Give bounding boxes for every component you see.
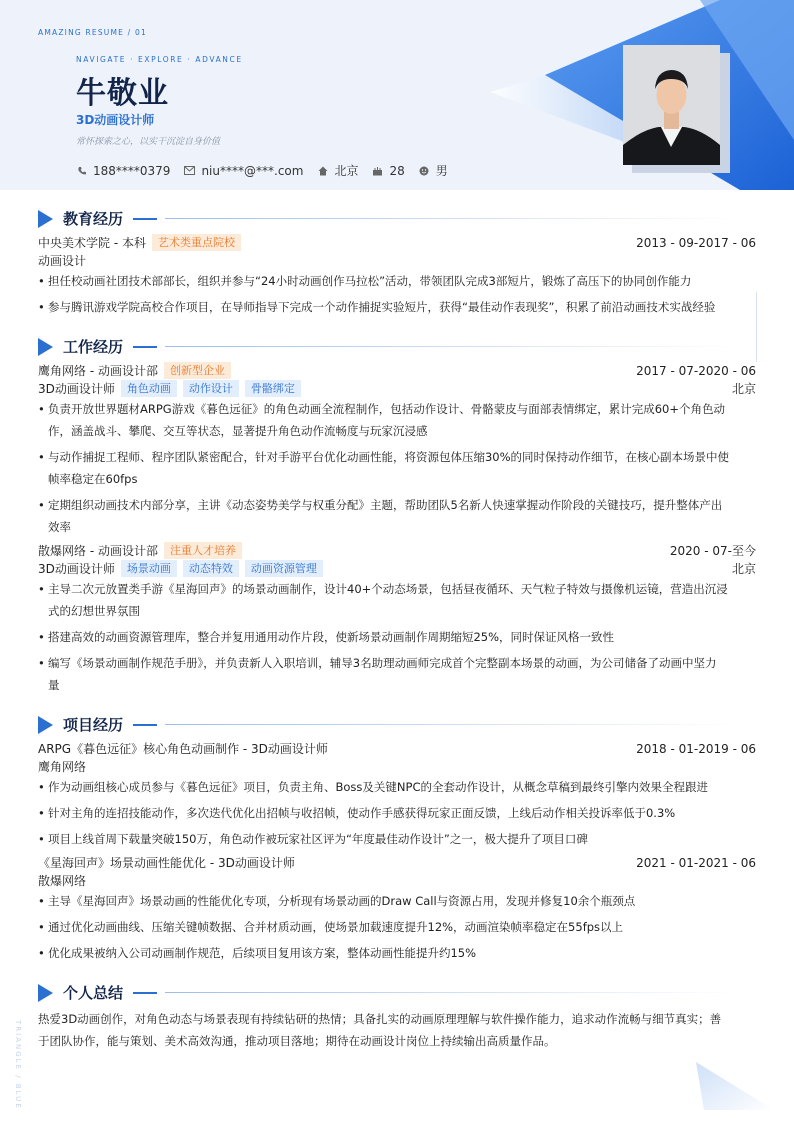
skill-tag: 骨骼绑定 [245, 380, 301, 397]
list-item: • 通过优化动画曲线、压缩关键帧数据、合并材质动画，使场景加载速度提升12%，动画渲染帧率稳定在55fps以上 [38, 916, 770, 938]
section-project [38, 714, 738, 735]
education-date: 2013 - 09-2017 - 06 [636, 235, 756, 250]
side-label: TRIANGLE / BLUE [14, 1020, 22, 1110]
company-name: 鹰角网络 - 动画设计部 [38, 364, 158, 378]
contact-phone: 188****0379 [76, 164, 170, 178]
face-icon [419, 165, 430, 176]
list-item: • 项目上线首周下载量突破150万，角色动作被玩家社区评为“年度最佳动作设计”之一，极大提升了项目口碑 [38, 828, 770, 850]
contact-age: 28 [372, 164, 404, 178]
summary-text: 热爱3D动画创作，对角色动态与场景表现有持续钻研的热情；具备扎实的动画原理理解与软件操作能力，追求动作流畅与细节真实；善 于团队协作，能与策划、美术高效沟通，推动项目落地；期待在动画设计岗位上持续输出高质量作品。 [38, 1012, 722, 1048]
list-item: • 主导《星海回声》场景动画的性能优化专项，分析现有场景动画的Draw Call与资源占用，发现并修复10余个瓶颈点 [38, 890, 770, 912]
mail-icon [184, 165, 195, 176]
section-title-summary: 个人总结 [63, 984, 124, 1002]
home-icon [317, 165, 328, 176]
education-header [38, 234, 756, 251]
work-header [38, 362, 756, 379]
skill-tag: 动态特效 [183, 560, 239, 577]
work-position [38, 560, 756, 577]
position-title: 3D动画设计师 [38, 562, 115, 576]
work-date: 2017 - 07-2020 - 06 [636, 363, 756, 378]
project-title: 《星海回声》场景动画性能优化 - 3D动画设计师 [38, 856, 295, 870]
list-item: • 主导二次元放置类手游《星海回声》的场景动画制作，设计40+个动态场景，包括昼夜循环、天气粒子特效与摄像机运镜，营造出沉浸 式的幻想世界氛围 [38, 578, 770, 622]
project-title: ARPG《暮色远征》核心角色动画制作 - 3D动画设计师 [38, 742, 328, 756]
skill-tag: 场景动画 [121, 560, 177, 577]
brand-label: AMAZING RESUME / 01 [38, 28, 147, 37]
skill-tag: 动作设计 [183, 380, 239, 397]
triangle-icon [38, 210, 53, 228]
decorative-corner-triangle [694, 1062, 794, 1122]
work-header [38, 542, 756, 559]
list-item: • 针对主角的连招技能动作，多次迭代优化出招帧与收招帧，使动作手感获得玩家正面反馈，上线后动作相关投诉率低于0.3% [38, 802, 770, 824]
list-item: • 编写《场景动画制作规范手册》，并负责新人入职培训，辅导3名助理动画师完成首个完整副本场景的动画，为公司储备了动画中坚力 量 [38, 652, 770, 696]
list-item: • 与动作捕捉工程师、程序团队紧密配合，针对手游平台优化动画性能，将资源包体压缩30%的同时保持动作细节，在核心副本场景中使 帧率稳定在60fps [38, 446, 770, 490]
section-title-education: 教育经历 [63, 210, 124, 228]
major: 动画设计 [38, 254, 87, 268]
profile-photo [623, 45, 720, 165]
list-item: • 作为动画组核心成员参与《暮色远征》项目，负责主角、Boss及关键NPC的全套动作设计，从概念草稿到最终引擎内效果全程跟进 [38, 776, 770, 798]
divider [756, 292, 757, 362]
contact-email: niu****@***.com [184, 164, 303, 178]
work-date: 2020 - 07-至今 [669, 544, 756, 558]
position-title: 3D动画设计师 [38, 382, 115, 396]
list-item: • 优化成果被纳入公司动画制作规范，后续项目复用该方案，整体动画性能提升约15% [38, 942, 770, 964]
project-date: 2021 - 01-2021 - 06 [636, 855, 756, 870]
work-position [38, 380, 756, 397]
job-title: 3D动画设计师 [76, 113, 155, 127]
company-tag: 创新型企业 [164, 362, 231, 379]
project-header [38, 740, 756, 757]
contact-list [76, 162, 448, 179]
phone-icon [76, 165, 87, 176]
project-org: 散爆网络 [38, 874, 87, 888]
school-name: 中央美术学院 - 本科 [38, 236, 146, 250]
skill-tag: 角色动画 [121, 380, 177, 397]
triangle-icon [38, 338, 53, 356]
section-education [38, 208, 738, 229]
cake-icon [372, 165, 383, 176]
list-item: • 搭建高效的动画资源管理库，整合并复用通用动作片段，使新场景动画制作周期缩短25%，同时保证风格一致性 [38, 626, 770, 648]
work-city: 北京 [731, 562, 756, 576]
list-item: • 负责开放世界题材ARPG游戏《暮色远征》的角色动画全流程制作，包括动作设计、骨骼蒙皮与面部表情绑定，累计完成60+个角色动 作，涵盖战斗、攀爬、交互等状态，显著提升角色动作流畅度与玩家沉浸感 [38, 398, 770, 442]
section-work [38, 336, 738, 357]
list-item: • 担任校动画社团技术部部长，组织并参与“24小时动画创作马拉松”活动，带领团队完成3部短片，锻炼了高压下的协同创作能力 [38, 270, 770, 292]
triangle-icon [38, 716, 53, 734]
contact-city: 北京 [317, 162, 358, 179]
section-title-project: 项目经历 [63, 716, 124, 734]
work-city: 北京 [731, 382, 756, 396]
tagline: NAVIGATE · EXPLORE · ADVANCE [76, 55, 243, 64]
section-summary [38, 982, 738, 1003]
school-tag: 艺术类重点院校 [152, 234, 241, 251]
list-item: • 参与腾讯游戏学院高校合作项目，在导师指导下完成一个动作捕捉实验短片，获得“最佳动作表现奖”，积累了前沿动画技术实战经验 [38, 296, 770, 318]
triangle-icon [38, 984, 53, 1002]
motto: 常怀探索之心，以实干沉淀自身价值 [76, 137, 221, 147]
project-date: 2018 - 01-2019 - 06 [636, 741, 756, 756]
company-tag: 注重人才培养 [164, 542, 242, 559]
project-header [38, 854, 756, 871]
skill-tag: 动画资源管理 [245, 560, 323, 577]
list-item: • 定期组织动画技术内部分享，主讲《动态姿势美学与权重分配》主题，帮助团队5名新人快速掌握动作阶段的关键技巧，提升整体产出 效率 [38, 494, 770, 538]
company-name: 散爆网络 - 动画设计部 [38, 544, 158, 558]
contact-gender: 男 [419, 162, 448, 179]
candidate-name: 牛敬业 [76, 76, 169, 111]
section-title-work: 工作经历 [63, 338, 124, 356]
project-org: 鹰角网络 [38, 760, 87, 774]
